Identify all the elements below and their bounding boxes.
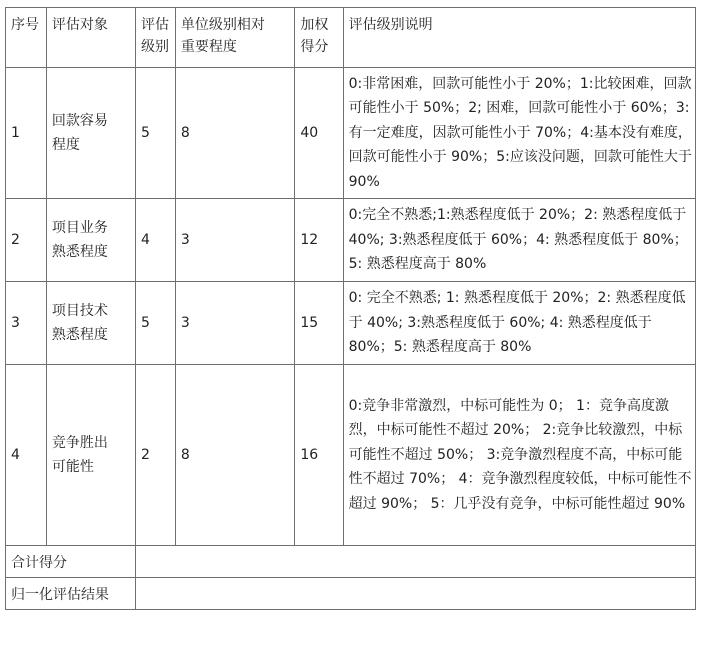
header-no: 序号 xyxy=(6,8,47,68)
header-description: 评估级别说明 xyxy=(343,8,695,68)
row-target-line2: 程度 xyxy=(51,137,80,153)
row-target-line2: 可能性 xyxy=(51,459,94,475)
header-level xyxy=(136,8,176,68)
normalized-row xyxy=(6,578,696,610)
row-target-line1: 回款容易 xyxy=(51,113,108,129)
row-description: 0:完全不熟悉;1:熟悉程度低于 20%；2: 熟悉程度低于 40%; 3:熟悉程度低于 60%；4: 熟悉程度低于 80%；5: 熟悉程度高于 80% xyxy=(343,199,695,282)
row-importance: 3 xyxy=(175,199,295,282)
header-weight-line1: 加权 xyxy=(300,17,329,33)
row-importance: 8 xyxy=(175,365,295,546)
normalized-result-value xyxy=(136,578,696,610)
header-weight-line2: 得分 xyxy=(300,39,329,55)
total-score-label: 合计得分 xyxy=(6,546,136,578)
row-importance: 8 xyxy=(175,68,295,199)
row-target xyxy=(46,282,135,365)
row-target xyxy=(46,68,135,199)
header-weight xyxy=(295,8,343,68)
row-target-line2: 熟悉程度 xyxy=(51,244,108,260)
header-target xyxy=(46,8,135,68)
row-weighted-score: 40 xyxy=(295,68,343,199)
row-level: 5 xyxy=(136,68,176,199)
table-row xyxy=(6,68,696,199)
evaluation-table xyxy=(5,7,696,610)
table-row xyxy=(6,199,696,282)
header-level-line1: 评估 xyxy=(141,17,170,33)
row-target-line1: 竞争胜出 xyxy=(51,435,108,451)
row-description: 0: 完全不熟悉; 1: 熟悉程度低于 20%；2: 熟悉程度低于 40%; 3:熟悉程度低于 60%; 4: 熟悉程度低于 80%；5: 熟悉程度高于 80% xyxy=(343,282,695,365)
row-target-line2: 熟悉程度 xyxy=(51,327,108,343)
row-no: 4 xyxy=(6,365,47,546)
row-target xyxy=(46,199,135,282)
header-row xyxy=(6,8,696,68)
row-weighted-score: 16 xyxy=(295,365,343,546)
row-level: 5 xyxy=(136,282,176,365)
row-no: 1 xyxy=(6,68,47,199)
table-row xyxy=(6,282,696,365)
row-target-line1: 项目业务 xyxy=(51,220,108,236)
row-no: 3 xyxy=(6,282,47,365)
table-row xyxy=(6,365,696,546)
row-level: 4 xyxy=(136,199,176,282)
header-target-label: 评估对象 xyxy=(51,17,108,33)
header-importance xyxy=(175,8,295,68)
row-description: 0:非常困难，回款可能性小于 20%；1:比较困难，回款可能性小于 50%；2; 困难，回款可能性小于 60%；3: 有一定难度，因款可能性小于 70%；4:基本没有难度，回款可能性小于 90%；5:应该没问题，回款可能性大于 90% xyxy=(343,68,695,199)
row-description: 0:竞争非常激烈，中标可能性为 0； 1：竞争高度激烈，中标可能性不超过 20%； 2:竞争比较激烈，中标可能性不超过 50%； 3:竞争激烈程度不高，中标可能性不超过 70%； 4：竞争激烈程度较低，中标可能性不超过 90%； 5：几乎没有竞争，中标可能性超过 90% xyxy=(343,365,695,546)
row-target-line1: 项目技术 xyxy=(51,303,108,319)
row-level: 2 xyxy=(136,365,176,546)
row-importance: 3 xyxy=(175,282,295,365)
row-weighted-score: 12 xyxy=(295,199,343,282)
header-importance-line2: 重要程度 xyxy=(180,39,237,55)
header-importance-line1: 单位级别相对 xyxy=(180,17,265,33)
normalized-result-label: 归一化评估结果 xyxy=(6,578,136,610)
total-score-value xyxy=(136,546,696,578)
row-target xyxy=(46,365,135,546)
header-level-line2: 级别 xyxy=(141,39,170,55)
total-row xyxy=(6,546,696,578)
row-no: 2 xyxy=(6,199,47,282)
row-weighted-score: 15 xyxy=(295,282,343,365)
